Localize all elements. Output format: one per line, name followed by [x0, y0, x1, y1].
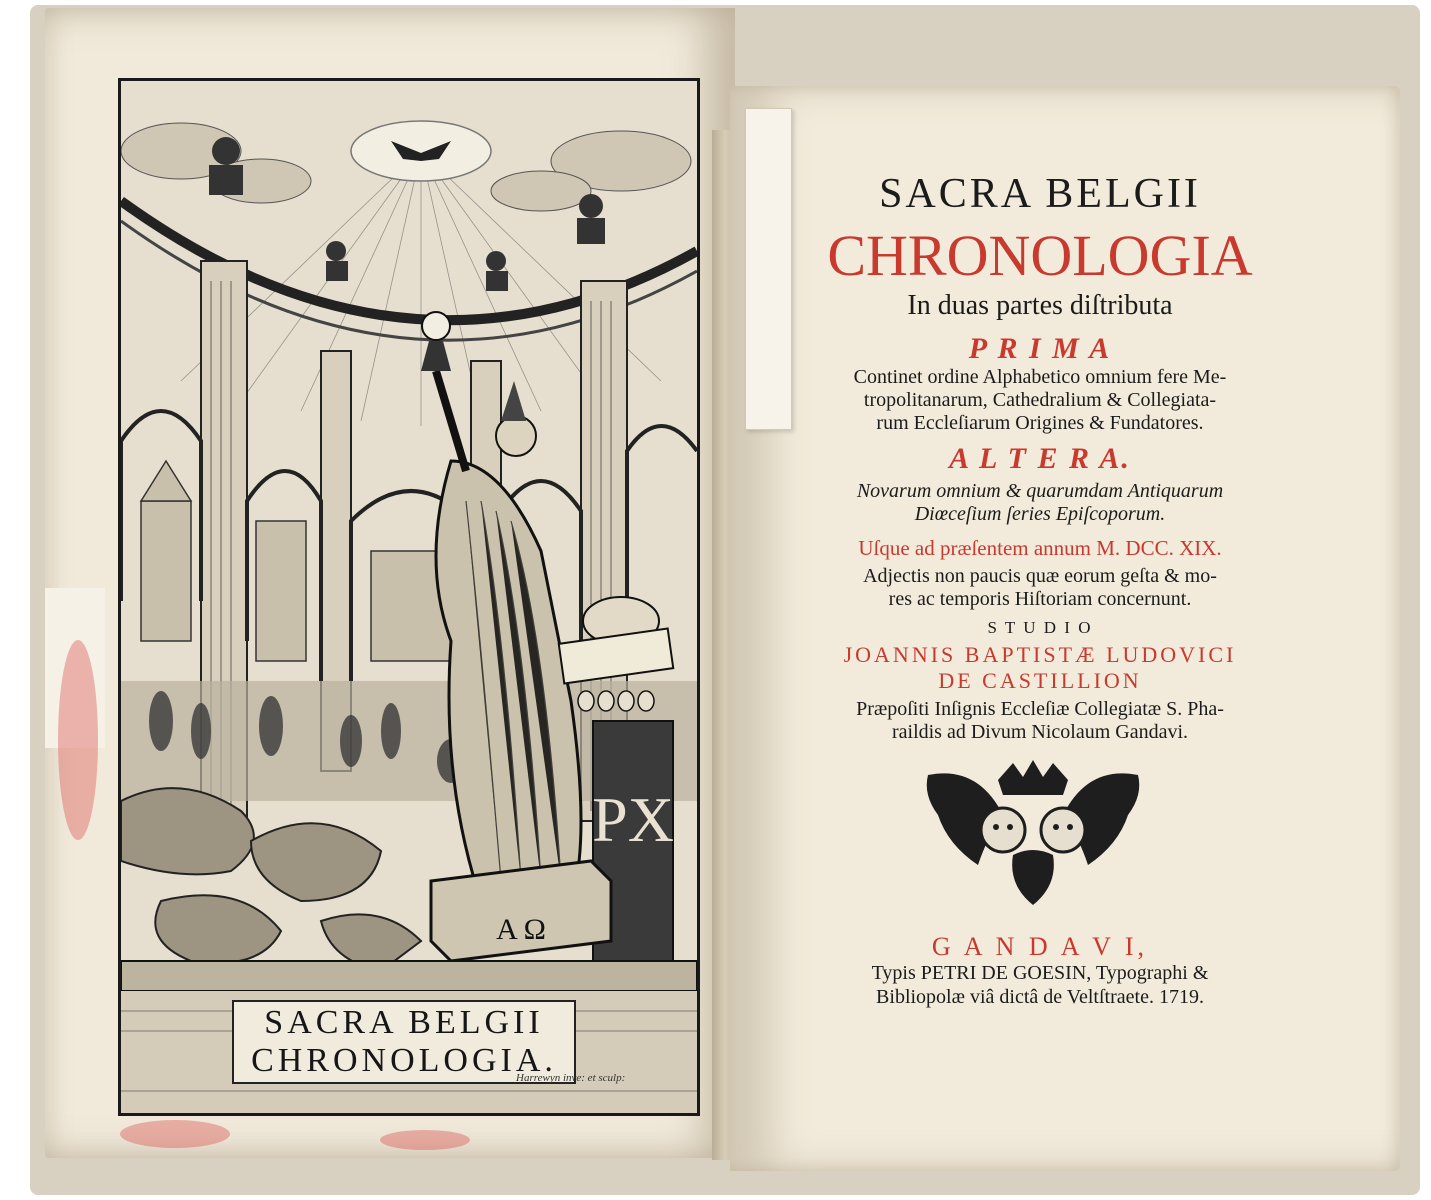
studio-line: S T U D I O: [987, 618, 1093, 637]
pedestal-letters: A Ω: [496, 913, 546, 946]
engraver-credit: Harrewyn inve: et sculp:: [516, 1072, 626, 1084]
usque-line: Uſque ad præſentem annum M. DCC. XIX.: [858, 536, 1222, 560]
monogram-text: PX: [592, 784, 674, 855]
red-stain: [58, 640, 98, 840]
heading-prima: P R I M A: [968, 332, 1112, 365]
imprint-line-2: Bibliopolæ viâ dictâ de Veltſtraete. 1719.: [876, 986, 1204, 1008]
engraving-illustration: [121, 81, 697, 1113]
prima-line-2: tropolitanarum, Cathedralium & Collegiata-: [863, 389, 1217, 411]
subtitle-duas-partes: In duas partes diſtributa: [907, 290, 1173, 321]
office-line-1: Præpoſiti Inſignis Eccleſiæ Collegiatæ S. Pha-: [856, 698, 1224, 720]
prima-line-1: Continet ordine Alphabetico omnium fere Me-: [853, 366, 1227, 388]
cherub-crown-ornament-icon: [918, 755, 1148, 925]
altera-line-1: Novarum omnium & quarumdam Antiquarum: [856, 480, 1224, 502]
adjectis-line-2: res ac temporis Hiſtoriam concernunt.: [888, 588, 1192, 610]
office-line-2: raildis ad Divum Nicolaum Gandavi.: [891, 721, 1189, 743]
red-stain: [120, 1120, 230, 1148]
imprint-place: G A N D A V I,: [931, 932, 1149, 961]
altera-line-2: Diœceſium ſeries Epiſcoporum.: [914, 503, 1166, 525]
prima-line-3: rum Eccleſiarum Origines & Fundatores.: [876, 412, 1204, 434]
imprint-line-1: Typis PETRI DE GOESIN, Typographi &: [871, 962, 1209, 984]
title-sacra-belgii: SACRA BELGII: [879, 171, 1201, 217]
adjectis-line-1: Adjectis non paucis quæ eorum geſta & mo-: [863, 565, 1217, 587]
caption-line-2: CHRONOLOGIA.: [251, 1042, 557, 1079]
caption-line-1: SACRA BELGII: [264, 1004, 544, 1041]
frontispiece-engraving: [118, 78, 700, 1116]
title-chronologia: CHRONOLOGIA: [827, 223, 1253, 288]
red-stain: [380, 1130, 470, 1150]
author-line-1: JOANNIS BAPTISTÆ LUDOVICI: [843, 642, 1237, 667]
heading-altera: A L T E R A.: [949, 442, 1131, 475]
author-line-2: DE CASTILLION: [938, 668, 1142, 693]
